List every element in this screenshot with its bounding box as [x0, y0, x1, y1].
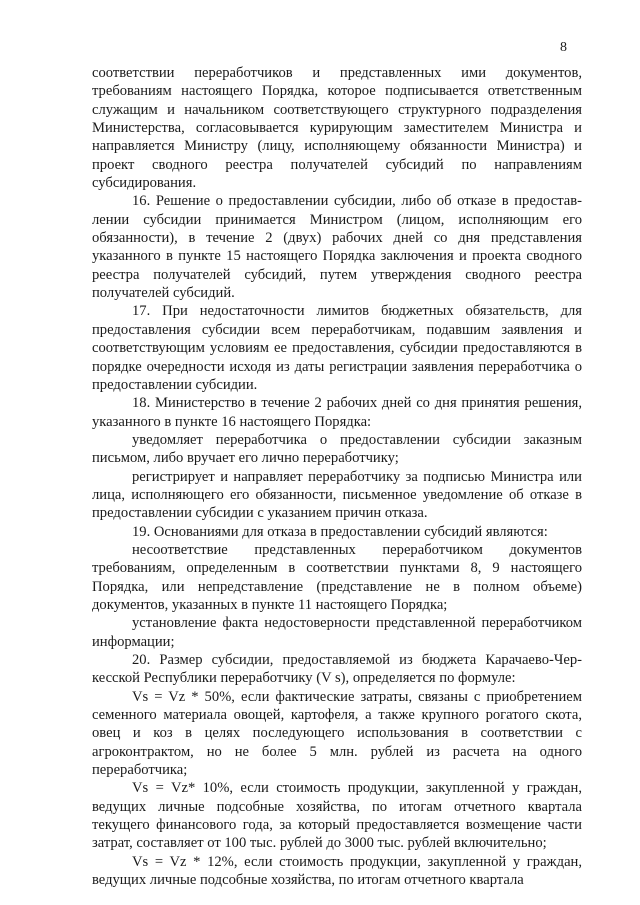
paragraph-18-item-2: регистрирует и направляет переработчику за подписью Министра или лица, исполняющего его обязанности, письменное уведомление об отказе в предоставлении субсидии с указанием причин отказа.	[92, 468, 582, 522]
paragraph-19-item-2: установление факта недостоверности представленной переработчиком информации;	[92, 615, 582, 650]
formula-12-percent: Vs = Vz * 12%, если стоимость продукции, закупленной у граждан, ведущих личные подсобные хозяйства, по итогам отчетного квартала	[92, 853, 582, 889]
paragraph-18-item-1: уведомляет переработчика о предоставлении субсидии заказным письмом, либо вручает его лично переработчику;	[92, 431, 582, 467]
paragraph-17: 17. При недостаточности лимитов бюджетных обязательств, для предоставления субсидии всем переработчикам, подавшим заявления и соответствующим условиям ее предоставления, субсидии предоставляются в порядке очередности исходя из даты регистрации заявления переработчика о предоставлении субсидии.	[92, 303, 582, 393]
paragraph-20: 20. Размер субсидии, предоставляемой из бюджета Карачаево-Черкесской Республики переработчику (V s), определяется по формуле:	[92, 652, 582, 687]
page-number: 8	[560, 40, 567, 55]
formula-50-percent: Vs = Vz * 50%, если фактические затраты, связаны с приобретением семенного материала овощей, картофеля, а также крупного рогатого скота, овец и коз в целях последующего использования в соответствии с агроконтрактом, но не более 5 млн. рублей из расчета на одного переработчика;	[92, 688, 582, 779]
formula-10-percent: Vs = Vz* 10%, если стоимость продукции, закупленной у граждан, ведущих личные подсобные хозяйства, по итогам отчетного квартала текущего финансового года, за который предоставляется возмещение части затрат, составляет от 100 тыс. рублей до 3000 тыс. рублей включительно;	[92, 780, 582, 852]
paragraph-19-item-1: несоответствие представленных переработчиком документов требованиям, определенным в соответствии пунктами 8, 9 настоящего Порядка, или непредставление (представление не в полном объеме) документов, указанных в пункте 11 настоящего Порядка;	[92, 541, 582, 613]
paragraph-18: 18. Министерство в течение 2 рабочих дней со дня принятия решения, указанного в пункте 16 настоящего Порядка:	[92, 395, 582, 430]
paragraph-15-continuation: соответствии переработчиков и представленных ими документов, требованиям настоящего Порядка, которое подписывается ответственным служащим и начальником соответствующего структурного подразделения Министерства, согласовывается курирующим заместителем Министра и направляется Министру (лицу, исполняющему обязанности Министра) и проект сводного реестра получателей субсидий по направлениям субсидирования.	[92, 65, 582, 192]
paragraph-19: 19. Основаниями для отказа в предоставлении субсидий являются:	[132, 523, 548, 540]
paragraph-16: 16. Решение о предоставлении субсидии, либо об отказе в предоставлении субсидии принимается Министром (лицом, исполняющим его обязанности), в течение 2 (двух) рабочих дней со дня представления указанного в пункте 15 настоящего Порядка заключения и проекта сводного реестра получателей субсидий, путем утверждения сводного реестра получателей субсидий.	[92, 193, 582, 302]
document-body	[92, 64, 582, 889]
